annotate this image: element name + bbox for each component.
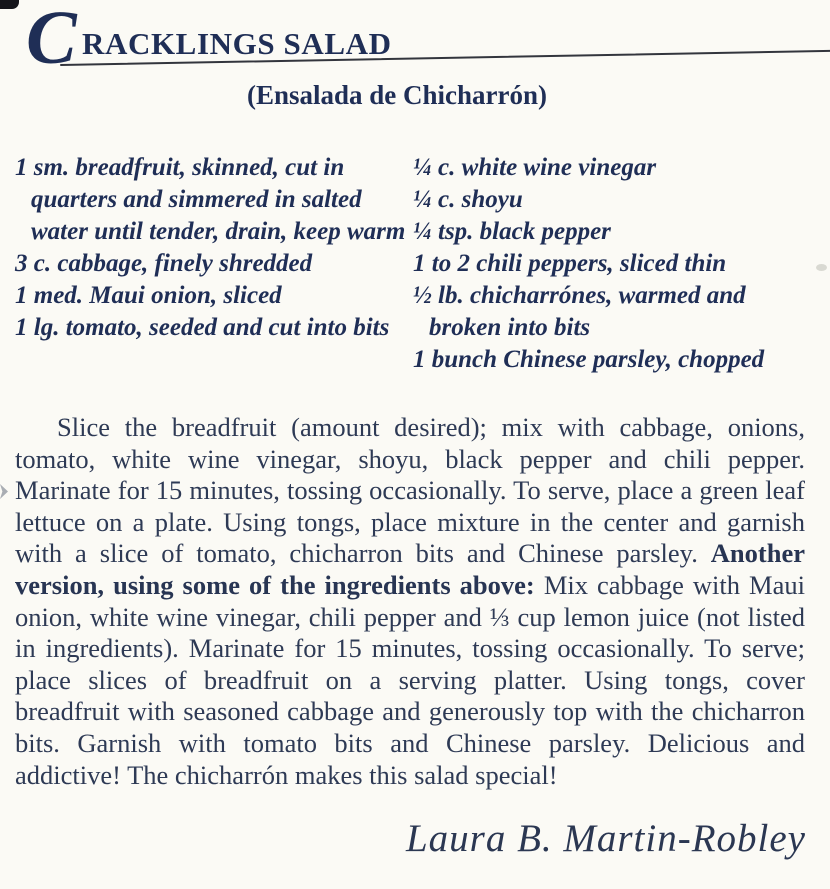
scan-artifact-left-edge bbox=[0, 484, 8, 499]
recipe-header bbox=[26, 0, 830, 80]
instructions-paragraph bbox=[15, 412, 805, 791]
ingredient-item: 3 c. cabbage, finely shredded bbox=[15, 250, 313, 277]
ingredient-item: ¼ c. white wine vinegar bbox=[413, 154, 657, 181]
instructions-text-start: Slice the breadfruit (amount desired); mix with cabbage, onions, tomato, white wine vinegar, shoyu, black pepper and chili pepper. Marinate for 15 minutes, tossing occasionally. To serve, place a green leaf lettuce on a plate. Using tongs, place mixture in the center and garnish with a slice of tomato, chicharron bits and Chinese parsley. bbox=[15, 412, 805, 569]
instructions-text-end: Mix cabbage with Maui onion, white wine vinegar, chili pepper and ⅓ cup lemon juice (not listed in ingredients). Marinate for 15 minutes, tossing occasionally. To serve; place slices of breadfruit on a serving platter. Using tongs, cover breadfruit with seasoned cabbage and generously top with the chicharron bits. Garnish with tomato bits and Chinese parsley. Delicious and addictive! The chicharrón makes this salad special! bbox=[15, 569, 805, 790]
ingredient-item: 1 sm. breadfruit, skinned, cut in quarters and simmered in salted water until tender, drain, keep warm bbox=[15, 154, 406, 245]
scan-artifact-right-dot bbox=[816, 264, 827, 271]
ingredient-item: ¼ tsp. black pepper bbox=[413, 218, 611, 245]
ingredient-item: ¼ c. shoyu bbox=[413, 186, 523, 213]
ingredient-item: 1 to 2 chili peppers, sliced thin bbox=[413, 250, 727, 277]
ingredient-item: ½ lb. chicharrónes, warmed and broken into bits bbox=[413, 282, 746, 341]
ingredients-left-column bbox=[15, 152, 407, 376]
ingredient-item: 1 lg. tomato, seeded and cut into bits bbox=[15, 314, 390, 341]
scan-artifact-corner bbox=[0, 0, 19, 9]
ingredients-section bbox=[15, 152, 817, 376]
ingredients-right-column bbox=[413, 152, 817, 376]
ingredient-item: 1 med. Maui onion, sliced bbox=[15, 282, 282, 309]
variation-label: Another version, using some of the ingredients above: bbox=[15, 538, 805, 600]
page-title: RACKLINGS SALAD bbox=[82, 26, 392, 61]
ingredient-item: 1 bunch Chinese parsley, chopped bbox=[413, 346, 765, 373]
decorative-initial-c: C bbox=[26, 0, 77, 80]
author-signature: Laura B. Martin-Robley bbox=[405, 817, 806, 860]
recipe-subtitle: (Ensalada de Chicharrón) bbox=[246, 80, 548, 110]
